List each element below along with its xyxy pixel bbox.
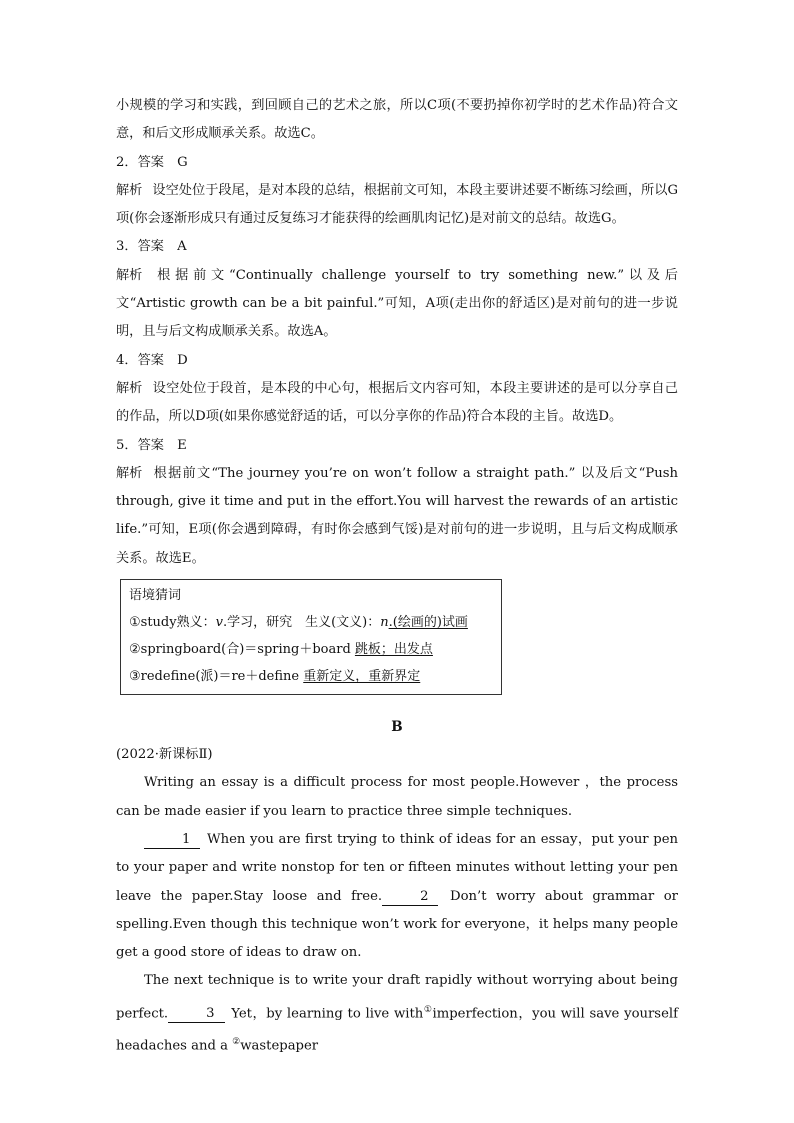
- passage-text: When you are first trying to think of ideas for an essay，put your pen to your paper and write nonstop for ten or fifteen minutes without letting your pen leave the paper.Stay loose and free.: [116, 831, 678, 904]
- vocab-item-study: [129, 609, 493, 636]
- analysis-label: 解析: [116, 465, 143, 481]
- vocab-item-redefine: [129, 663, 493, 690]
- vocab-item-mid: .学习，研究 生义(文义)：: [222, 615, 381, 631]
- answer-5: [116, 432, 678, 573]
- answer-label: 5．答案 E: [116, 437, 187, 453]
- vocab-item-meaning: .(绘画的)试画: [388, 615, 468, 631]
- passage-paragraph-3: [116, 967, 678, 1061]
- blank-1[interactable]: 1: [144, 832, 200, 849]
- source-note: (2022·新课标Ⅱ): [116, 747, 213, 763]
- vocab-item-prefix: ②springboard(合)＝spring＋board: [129, 642, 355, 658]
- analysis-text: 根据前文“Continually challenge yourself to try something new.”以及后文“Artistic growth can be a bit painful.”可知，A项(走出你的舒适区)是对前句的进一步说明，且与后文构成顺承关系。故选A。: [116, 267, 678, 340]
- pos-n: n: [380, 615, 389, 631]
- vocab-item-prefix: ①study熟义：: [129, 615, 216, 631]
- answer-analysis: [116, 177, 678, 234]
- vocab-item-springboard: [129, 636, 493, 663]
- analysis-text: 根据前文“The journey you’re on won’t follow a straight path.” 以及后文“Push through, give it time and put in the effort.You will harvest the rewards of an artistic life.”可知，E项(你会遇到障碍，有时你会感到气馁)是对前句的进一步说明，且与后文构成顺承关系。故选E。: [116, 465, 678, 566]
- answer-3: [116, 233, 678, 346]
- answer-analysis: [116, 375, 678, 432]
- passage-paragraph-1: Writing an essay is a difficult process for most people.However ，the process can be made easier if you learn to practice three simple techniques.: [116, 775, 678, 819]
- passage-text: imperfection，you will save yourself headaches and a: [116, 1006, 678, 1054]
- passage-text: The next technique is to write your draft rapidly without worrying about being perfect.: [116, 973, 678, 1022]
- analysis-text: 设空处位于段首，是本段的中心句，根据后文内容可知，本段主要讲述的是可以分享自己的作品，所以D项(如果你感觉舒适的话，可以分享你的作品)符合本段的主旨。故选D。: [116, 380, 678, 425]
- vocab-item-prefix: ③redefine(派)＝re＋define: [129, 669, 304, 685]
- pos-v: v: [215, 615, 223, 631]
- passage-paragraph-2: [116, 826, 678, 967]
- blank-3[interactable]: 3: [168, 1006, 224, 1023]
- answer-label: 4．答案 D: [116, 352, 188, 368]
- answer-label: 3．答案 A: [116, 239, 187, 255]
- answer-2: [116, 149, 678, 234]
- answer-analysis: [116, 262, 678, 347]
- analysis-text: 设空处位于段尾，是对本段的总结，根据前文可知，本段主要讲述要不断练习绘画，所以G项(你会逐渐形成只有通过反复练习才能获得的绘画肌肉记忆)是对前文的总结。故选G。: [116, 182, 678, 227]
- vocab-item-meaning: 跳板；出发点: [354, 642, 433, 658]
- analysis-label: 解析: [116, 182, 143, 198]
- passage-text: Don’t worry about grammar or spelling.Even though this technique won’t work for everyone，it helps many people get a good store of ideas to draw on.: [116, 888, 678, 961]
- vocab-guess-box: [120, 579, 502, 695]
- answer-analysis: [116, 460, 678, 573]
- vocab-item-meaning: 重新定义，重新界定: [303, 669, 421, 685]
- answer-1-continuation: 小规模的学习和实践，到回顾自己的艺术之旅，所以C项(不要扔掉你初学时的艺术作品)符合文意，和后文形成顺承关系。故选C。: [116, 98, 678, 142]
- vocab-title: 语境猜词: [129, 588, 182, 604]
- blank-2[interactable]: 2: [382, 889, 438, 906]
- footnote-marker: ①: [423, 1004, 433, 1015]
- answer-label: 2．答案 G: [116, 154, 188, 170]
- answer-4: [116, 347, 678, 432]
- footnote-marker: ②: [232, 1037, 241, 1048]
- analysis-label: 解析: [116, 380, 143, 396]
- analysis-label: 解析: [116, 267, 143, 283]
- passage-text: wastepaper: [240, 1038, 319, 1054]
- section-title: B: [391, 719, 403, 736]
- passage-text: Yet，by learning to live with: [231, 1006, 424, 1022]
